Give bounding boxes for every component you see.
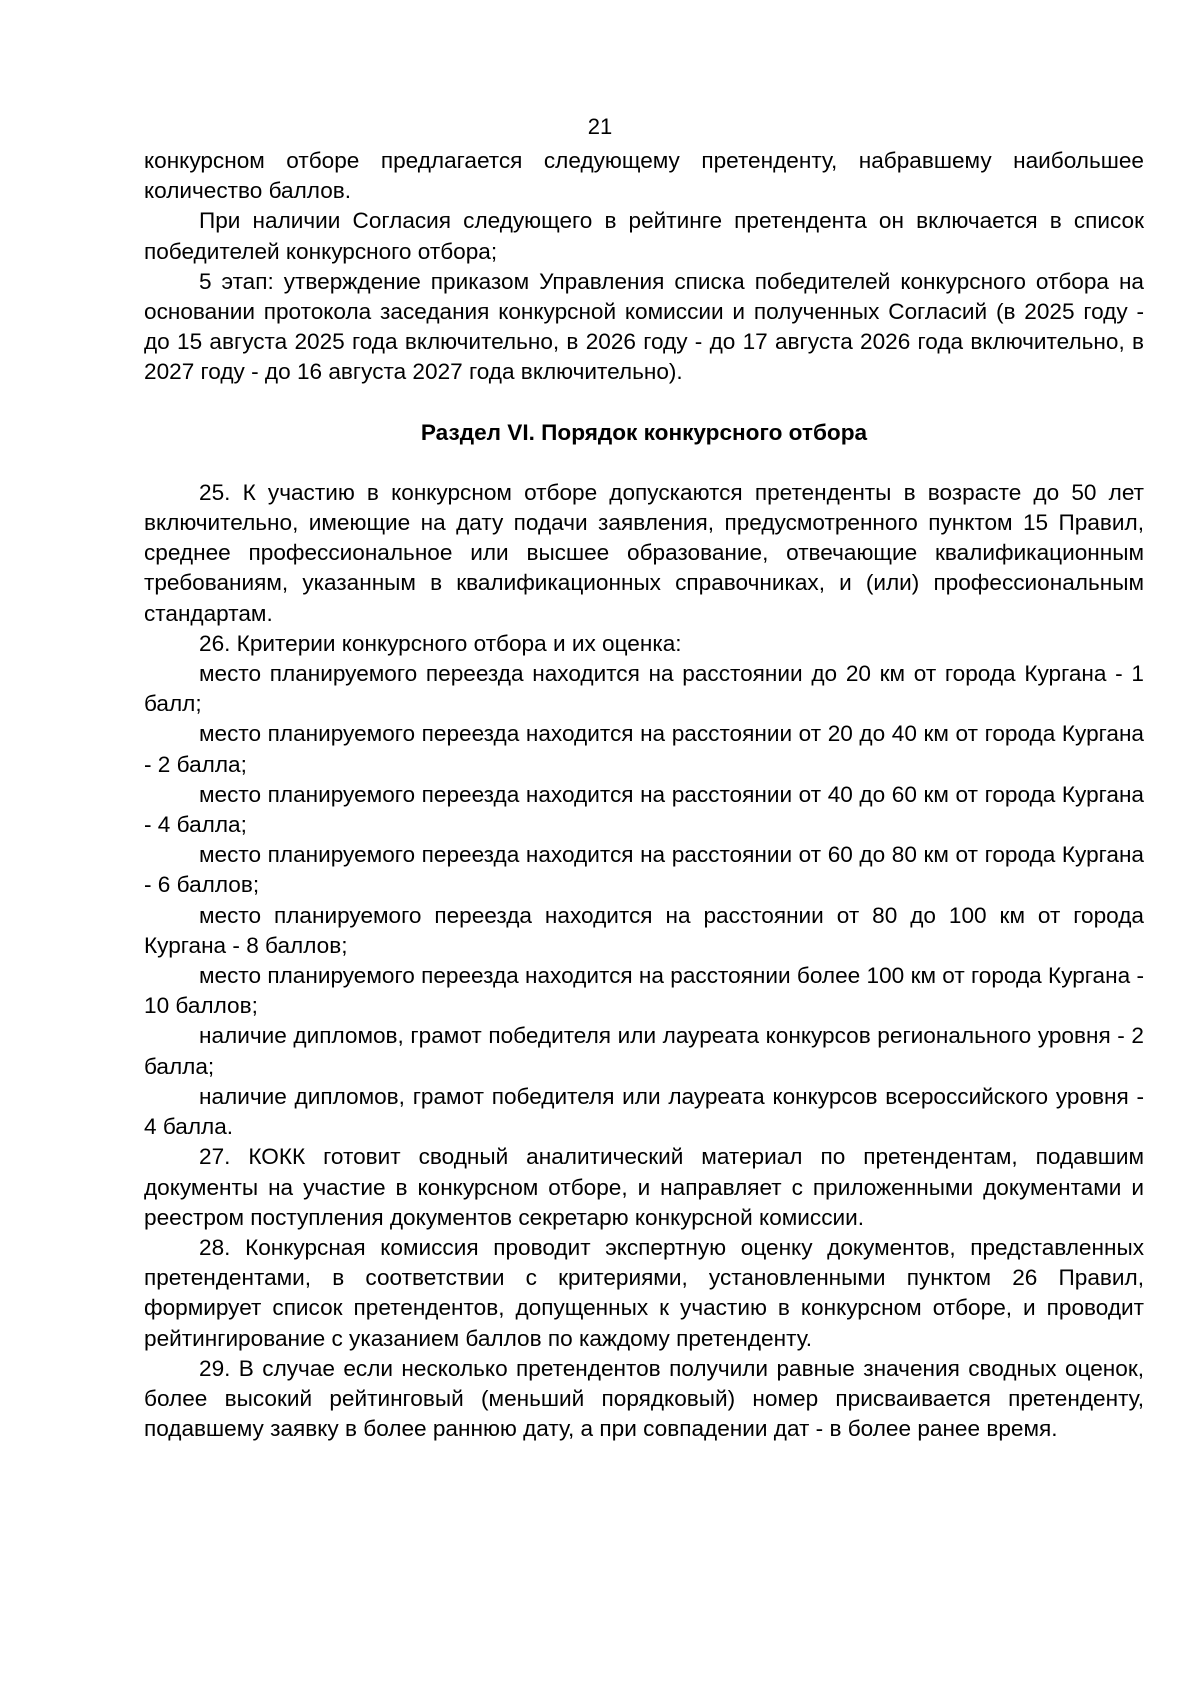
paragraph: При наличии Согласия следующего в рейтинге претендента он включается в список победителей конкурсного отбора; bbox=[144, 208, 1144, 264]
paragraph: место планируемого переезда находится на расстоянии более 100 км от города Кургана - 10 баллов; bbox=[144, 963, 1144, 1019]
paragraph: место планируемого переезда находится на расстоянии от 40 до 60 км от города Кургана - 4 балла; bbox=[144, 781, 1144, 838]
paragraph: 28. Конкурсная комиссия проводит экспертную оценку документов, представленных претендентами, в соответствии с критериями, установленными пунктом 26 Правил, формирует список претендентов, допущенных к участию в конкурсном отборе, и проводит рейтингирование с указанием баллов по каждому претенденту. bbox=[144, 1234, 1144, 1351]
page-number: 21 bbox=[587, 114, 613, 139]
paragraph: конкурсном отборе предлагается следующему претенденту, набравшему наибольшее количество баллов. bbox=[144, 148, 1144, 204]
document-body bbox=[144, 146, 1144, 1444]
paragraph: место планируемого переезда находится на расстоянии до 20 км от города Кургана - 1 балл; bbox=[144, 661, 1144, 717]
paragraph: 5 этап: утверждение приказом Управления списка победителей конкурсного отбора на основании протокола заседания конкурсной комиссии и полученных Согласий (в 2025 году - до 15 августа 2025 года включительно, в 2026 году - до 17 августа 2026 года включительно, в 2027 году - до 16 августа 2027 года включительно). bbox=[144, 268, 1144, 385]
paragraph-group-before-section bbox=[144, 146, 1144, 388]
paragraph: наличие дипломов, грамот победителя или лауреата конкурсов всероссийского уровня - 4 балла. bbox=[144, 1083, 1144, 1140]
paragraph: место планируемого переезда находится на расстоянии от 60 до 80 км от города Кургана - 6 баллов; bbox=[144, 842, 1144, 898]
section-heading: Раздел VI. Порядок конкурсного отбора bbox=[420, 419, 868, 445]
paragraph-group-after-section bbox=[144, 478, 1144, 1445]
paragraph: место планируемого переезда находится на расстоянии от 80 до 100 км от города Кургана - 8 баллов; bbox=[144, 902, 1144, 958]
paragraph: 29. В случае если несколько претендентов получили равные значения сводных оценок, более высокий рейтинговый (меньший порядковый) номер присваивается претенденту, подавшему заявку в более раннюю дату, а при совпадении дат - в более ранее время. bbox=[144, 1355, 1144, 1442]
paragraph: 26. Критерии конкурсного отбора и их оценка: bbox=[199, 630, 682, 656]
paragraph: место планируемого переезда находится на расстоянии от 20 до 40 км от города Кургана - 2 балла; bbox=[144, 721, 1144, 777]
paragraph: 25. К участию в конкурсном отборе допускаются претенденты в возрасте до 50 лет включительно, имеющие на дату подачи заявления, предусмотренного пунктом 15 Правил, среднее профессиональное или высшее образование, отвечающие квалификационным требованиям, указанным в квалификационных справочниках, и (или) профессиональным стандартам. bbox=[144, 479, 1144, 626]
paragraph: наличие дипломов, грамот победителя или лауреата конкурсов регионального уровня - 2 балла; bbox=[144, 1023, 1144, 1079]
paragraph: 27. КОКК готовит сводный аналитический материал по претендентам, подавшим документы на участие в конкурсном отборе, и направляет с приложенными документами и реестром поступления документов секретарю конкурсной комиссии. bbox=[144, 1144, 1144, 1230]
